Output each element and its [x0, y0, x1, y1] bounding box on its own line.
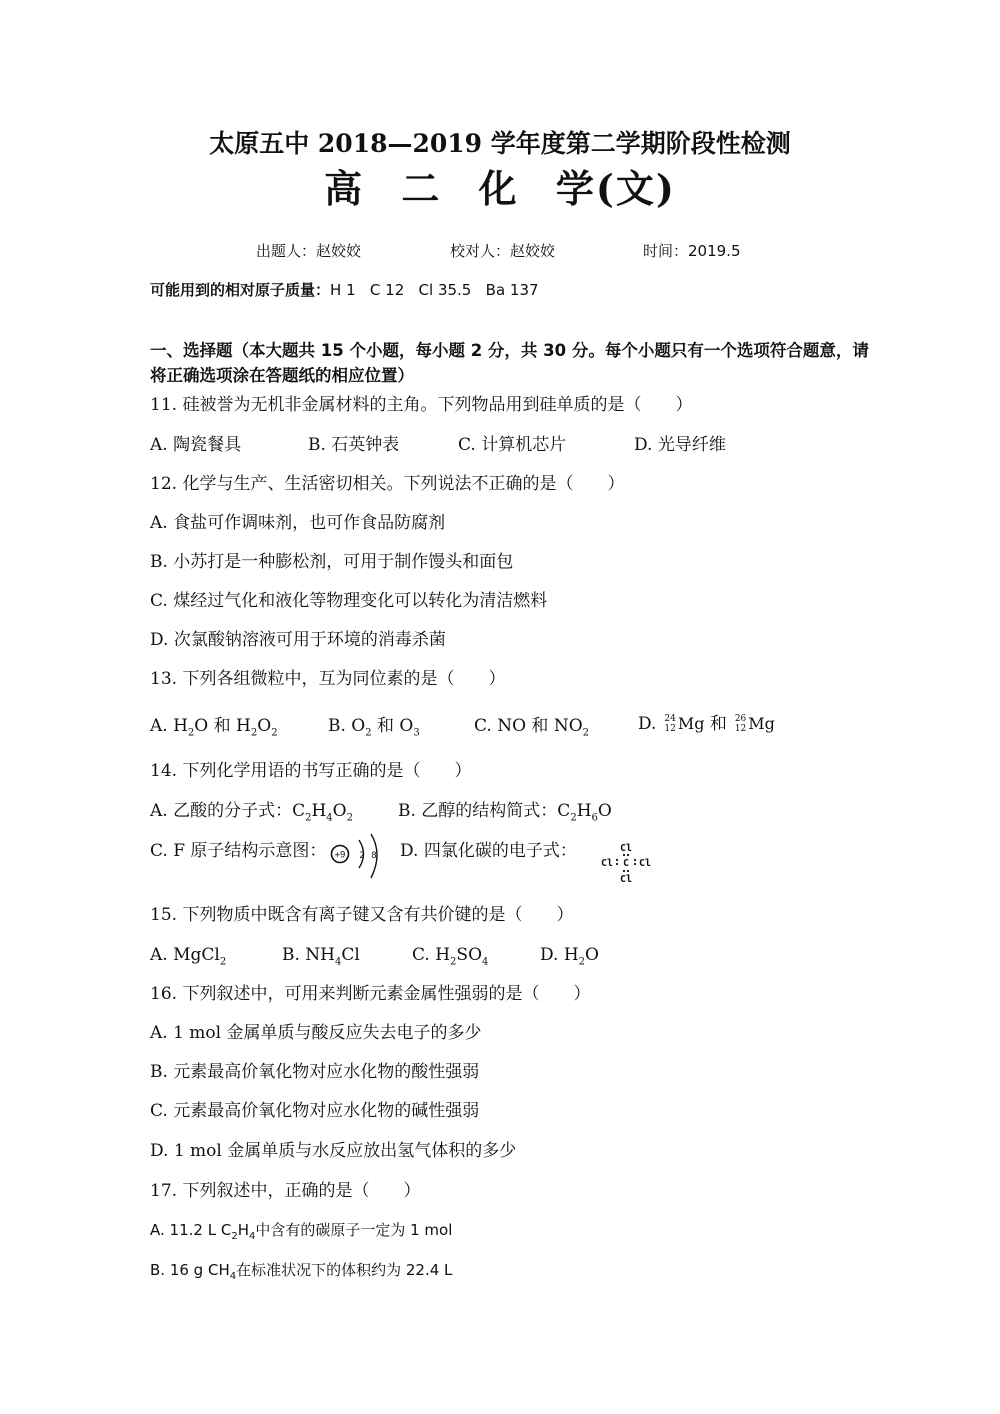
question-16-option-b: B. 元素最高价氧化物对应水化物的酸性强弱 — [150, 1062, 480, 1082]
question-12-option-a: A. 食盐可作调味剂，也可作食品防腐剂 — [150, 513, 446, 533]
question-13-option-a: A. $H_2O$ 和 $H_2O_2$ — [150, 716, 278, 739]
question-14-option-a: A. 乙酸的分子式：$C_2H_4O_2$ — [150, 801, 353, 824]
atomic-mass-values: H 1 C 12 Cl 35.5 Ba 137 — [330, 281, 539, 299]
question-14-option-d: D. 四氯化碳的电子式： — [400, 841, 577, 861]
question-16-option-a: A. 1 mol 金属单质与酸反应失去电子的多少 — [150, 1023, 482, 1043]
cl-left: Cl — [600, 858, 614, 869]
setter-text: 出题人：赵姣姣 — [256, 242, 362, 260]
question-17-option-b: B. 16 g $CH_4$在标准状况下的体积约为 22.4 L — [150, 1261, 453, 1282]
question-14-option-c: C. F 原子结构示意图： — [150, 841, 327, 861]
question-14-stem: 14. 下列化学用语的书写正确的是（ ） — [150, 761, 472, 781]
ccl4-electron-formula — [598, 840, 656, 888]
question-15-option-b: B. $NH_4Cl$ — [282, 945, 360, 968]
cl-bottom: Cl — [619, 874, 633, 885]
question-17-option-a: A. 11.2 L $C_2H_4$中含有的碳原子一定为 1 mol — [150, 1221, 453, 1242]
proofreader-text: 校对人：赵姣姣 — [450, 242, 556, 260]
carbon-center: C — [622, 858, 630, 869]
question-11-option-c: C. 计算机芯片 — [458, 435, 567, 455]
question-16-stem: 16. 下列叙述中，可用来判断元素金属性强弱的是（ ） — [150, 984, 591, 1004]
question-15-option-a: A. MgCl$_2$ — [150, 945, 227, 968]
mg24-nuclide: 24 12 — [664, 713, 676, 734]
question-13-option-c: C. NO 和 $NO_2$ — [474, 716, 590, 739]
question-12-option-d: D. 次氯酸钠溶液可用于环境的消毒杀菌 — [150, 630, 446, 650]
question-11-stem: 11. 硅被誉为无机非金属材料的主角。下列物品用到硅单质的是（ ） — [150, 395, 693, 415]
question-15-option-c: C. $H_2SO_4$ — [412, 945, 489, 968]
school-title: 太原五中 2018—2019 学年度第二学期阶段性检测 — [209, 129, 791, 158]
question-14-option-b: B. 乙醇的结构简式：$C_2H_6O$ — [398, 801, 612, 824]
question-11-option-d: D. 光导纤维 — [634, 435, 726, 455]
question-12-option-b: B. 小苏打是一种膨松剂，可用于制作馒头和面包 — [150, 552, 514, 572]
cl-right: Cl — [638, 858, 652, 869]
shell-2-electrons: 8 — [371, 851, 377, 861]
question-11-option-a: A. 陶瓷餐具 — [150, 435, 242, 455]
shell-1-electrons: 2 — [359, 851, 365, 861]
question-17-stem: 17. 下列叙述中，正确的是（ ） — [150, 1181, 421, 1201]
question-15-stem: 15. 下列物质中既含有离子键又含有共价键的是（ ） — [150, 905, 574, 925]
question-11-option-b: B. 石英钟表 — [308, 435, 400, 455]
question-16-option-d: D. 1 mol 金属单质与水反应放出氢气体积的多少 — [150, 1141, 517, 1161]
cl-top: Cl — [619, 843, 633, 854]
nucleus-charge: +9 — [334, 850, 346, 861]
subject-title: 高 二 化 学(文) — [324, 166, 676, 211]
date-text: 时间：2019.5 — [643, 242, 741, 260]
atomic-mass-line — [150, 279, 539, 301]
question-13-stem: 13. 下列各组微粒中，互为同位素的是（ ） — [150, 669, 506, 689]
atomic-mass-label: 可能用到的相对原子质量： — [150, 281, 331, 299]
mg26-nuclide: 26 12 — [734, 713, 747, 734]
question-13-option-d: D. 24 12 Mg 和 26 12 Mg — [638, 713, 775, 734]
question-12-option-c: C. 煤经过气化和液化等物理变化可以转化为清洁燃料 — [150, 591, 548, 611]
question-13-option-b: B. $O_2$ 和 $O_3$ — [328, 716, 420, 739]
question-12-stem: 12. 化学与生产、生活密切相关。下列说法不正确的是（ ） — [150, 474, 625, 494]
section-heading: 一、选择题（本大题共 15 个小题，每小题 2 分，共 30 分。每个小题只有一个选项符合题意，请将正确选项涂在答题纸的相应位置） — [150, 341, 869, 385]
question-15-option-d: D. $H_2O$ — [540, 945, 599, 968]
fluorine-atom-diagram — [328, 830, 384, 888]
question-16-option-c: C. 元素最高价氧化物对应水化物的碱性强弱 — [150, 1101, 480, 1121]
